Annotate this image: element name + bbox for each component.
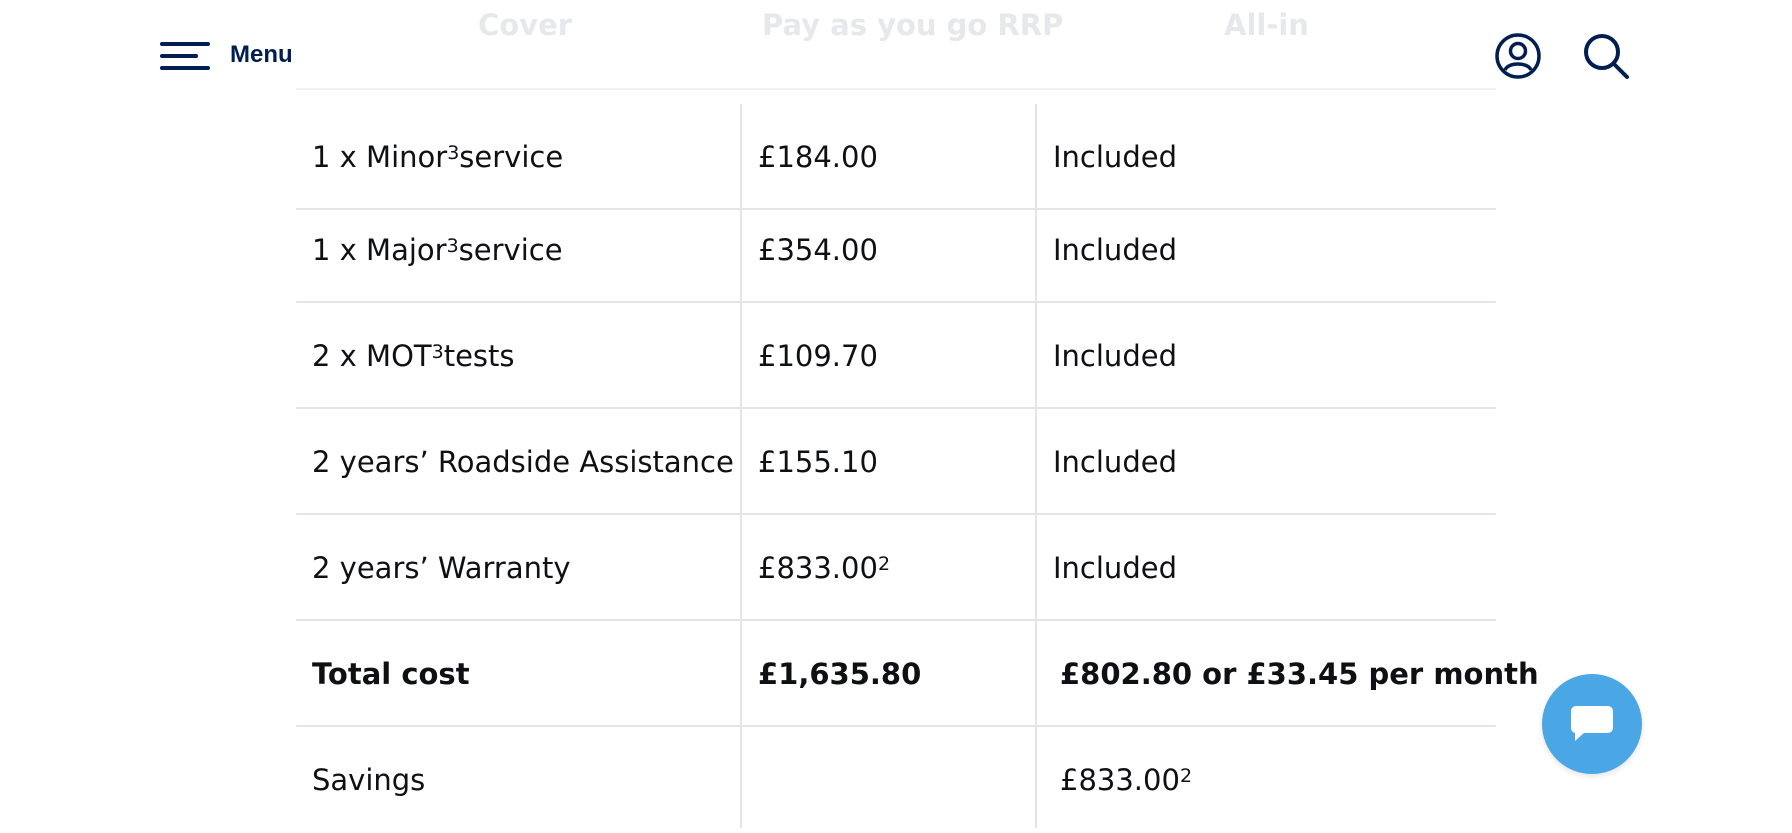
user-account-icon	[1494, 32, 1542, 80]
total-row	[296, 621, 1539, 727]
menu-button[interactable]	[160, 34, 293, 76]
table-row	[296, 303, 1496, 409]
column-header-cover: Cover	[478, 8, 573, 42]
rrp-cell: £354.00	[758, 233, 878, 267]
column-divider	[1035, 104, 1037, 828]
table-row	[296, 409, 1496, 515]
allin-cell: Included	[1053, 140, 1177, 174]
cover-cell: 2 x MOT $^3$ tests	[312, 339, 515, 373]
allin-cell: Included	[1053, 551, 1177, 585]
cover-cell: 2 years’ Roadside Assistance	[312, 445, 734, 479]
column-divider	[740, 104, 742, 828]
cover-cell: 1 x Minor $^3$ service	[312, 140, 564, 174]
savings-row	[296, 727, 1496, 833]
rrp-cell: £833.00 $^2$	[758, 551, 891, 585]
rrp-cell: £109.70	[758, 339, 878, 373]
total-allin: £802.80 or £33.45 per month	[1060, 657, 1539, 691]
hamburger-icon	[160, 38, 210, 72]
total-rrp: £1,635.80	[758, 657, 922, 691]
rrp-cell: £155.10	[758, 445, 878, 479]
table-row	[296, 104, 1496, 210]
chat-icon	[1570, 704, 1614, 744]
table-row	[296, 515, 1496, 621]
cover-cell: 2 years’ Warranty	[312, 551, 571, 585]
cover-cell: 1 x Major $^3$ service	[312, 233, 563, 267]
table-row	[296, 197, 1496, 303]
cover-comparison-table	[296, 104, 1539, 828]
column-header-allin: All-in	[1224, 8, 1309, 42]
chat-button[interactable]	[1542, 674, 1642, 774]
account-button[interactable]	[1494, 32, 1542, 80]
search-icon	[1582, 32, 1630, 80]
menu-label: Menu	[230, 41, 293, 68]
search-button[interactable]	[1582, 32, 1630, 80]
savings-rrp	[758, 727, 1028, 833]
allin-cell: Included	[1053, 445, 1177, 479]
allin-cell: Included	[1053, 233, 1177, 267]
rrp-cell: £184.00	[758, 140, 878, 174]
total-label: Total cost	[312, 657, 470, 691]
site-header	[0, 0, 1792, 106]
column-header-rrp: Pay as you go RRP	[762, 8, 1064, 42]
savings-label: Savings	[312, 763, 426, 797]
savings-allin: £833.00 $^2$	[1060, 763, 1193, 797]
allin-cell: Included	[1053, 339, 1177, 373]
